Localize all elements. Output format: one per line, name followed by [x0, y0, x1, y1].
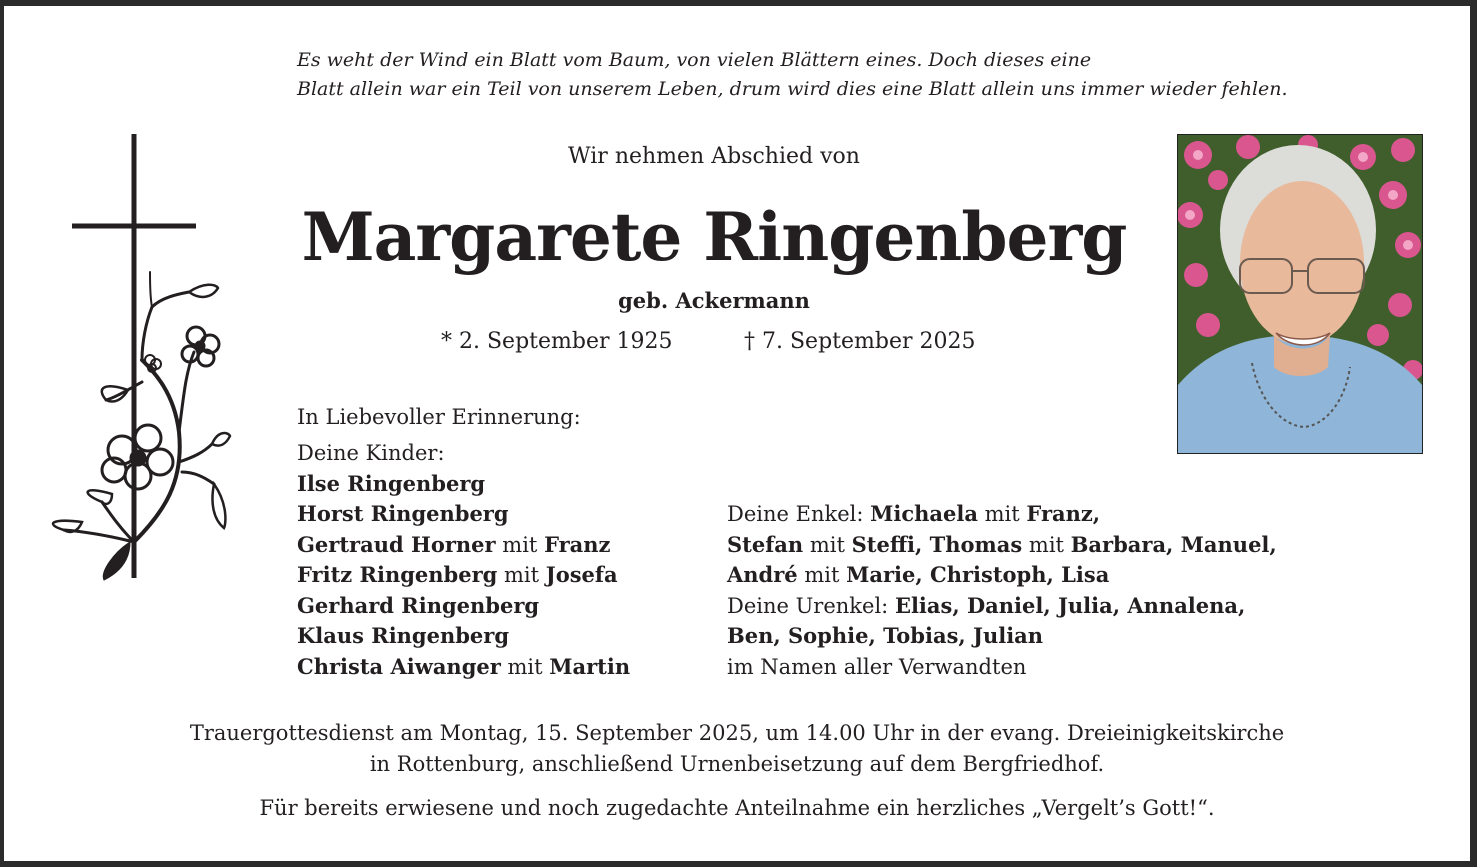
quote-line-1: Es weht der Wind ein Blatt vom Baum, von vielen Blättern eines. Doch dieses eine	[297, 49, 1092, 71]
grandchildren-list	[727, 499, 1277, 682]
obituary-card	[4, 6, 1470, 861]
intro-text: Wir nehmen Abschied von	[568, 144, 860, 169]
list-item: Deine Urenkel: Elias, Daniel, Julia, Annalena,	[727, 592, 1246, 618]
list-item: Gerhard Ringenberg	[297, 592, 540, 618]
list-item: Horst Ringenberg	[297, 501, 509, 526]
children-label: Deine Kinder:	[297, 441, 445, 465]
list-item: Christa Aiwanger mit Martin	[297, 653, 631, 679]
list-item: Ben, Sophie, Tobias, Julian	[727, 623, 1044, 648]
death-date: † 7. September 2025	[744, 329, 976, 354]
service-line-1: Trauergottesdienst am Montag, 15. September 2025, um 14.00 Uhr in der evang. Dreieinigkeitskirche	[189, 721, 1285, 745]
service-line-2: in Rottenburg, anschließend Urnenbeisetzung auf dem Bergfriedhof.	[369, 752, 1105, 776]
birth-date: * 2. September 1925	[441, 329, 673, 354]
cross-flower-icon	[34, 132, 234, 582]
list-item: Fritz Ringenberg mit Josefa	[297, 562, 618, 587]
list-item: Deine Enkel: Michaela mit Franz,	[727, 501, 1101, 526]
relatives-text: im Namen aller Verwandten	[727, 654, 1027, 679]
list-item: Ilse Ringenberg	[297, 470, 486, 496]
list-item: Gertraud Horner mit Franz	[297, 531, 611, 557]
children-list	[297, 438, 630, 682]
portrait-photo	[1177, 134, 1423, 454]
memory-label: In Liebevoller Erinnerung:	[297, 405, 581, 429]
thanks-text: Für bereits erwiesene und noch zugedachte Anteilnahme ein herzliches „Vergelt’s Gott!“.	[259, 796, 1215, 820]
deceased-name: Margarete Ringenberg	[301, 198, 1127, 276]
quote-line-2: Blatt allein war ein Teil von unserem Leben, drum wird dies eine Blatt allein uns immer wieder fehlen.	[297, 78, 1288, 100]
portrait-image	[1178, 135, 1422, 453]
list-item: Stefan mit Steffi, Thomas mit Barbara, Manuel,	[727, 531, 1277, 557]
list-item: Klaus Ringenberg	[297, 623, 510, 648]
birth-name: geb. Ackermann	[618, 288, 810, 313]
list-item: André mit Marie, Christoph, Lisa	[727, 562, 1110, 587]
